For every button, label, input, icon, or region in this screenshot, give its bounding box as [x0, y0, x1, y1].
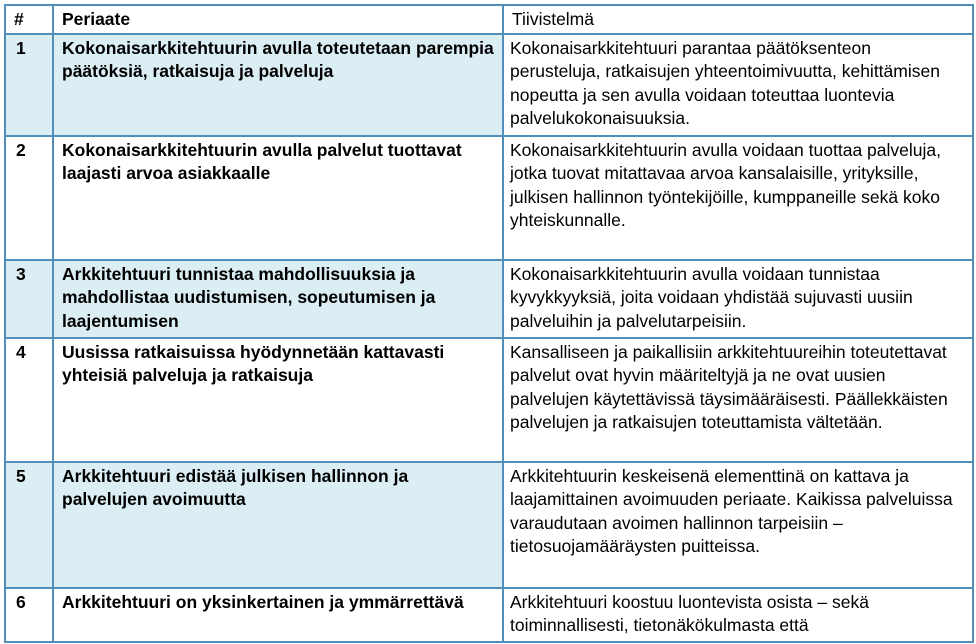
table-row	[5, 34, 973, 136]
row-principle: Uusissa ratkaisuissa hyödynnetään kattavasti yhteisiä palveluja ja ratkaisuja	[53, 338, 503, 462]
row-principle: Arkkitehtuuri tunnistaa mahdollisuuksia ja mahdollistaa uudistumisen, sopeutumisen ja laajentumisen	[53, 260, 503, 338]
table-row	[5, 462, 973, 588]
row-summary: Kansalliseen ja paikallisiin arkkitehtuureihin toteutettavat palvelut ovat hyvin määriteltyjä ja ne ovat uusien palvelujen käytettävissä täysimääräisesti. Päällekkäisten palvelujen ja ratkaisujen toteuttamista vältetään.	[503, 338, 973, 462]
row-number: 3	[5, 260, 53, 338]
row-number: 4	[5, 338, 53, 462]
row-principle: Kokonaisarkkitehtuurin avulla palvelut tuottavat laajasti arvoa asiakkaalle	[53, 136, 503, 260]
row-summary: Arkkitehtuuri koostuu luontevista osista – sekä toiminnallisesti, tietonäkökulmasta että	[503, 588, 973, 642]
row-principle: Arkkitehtuuri on yksinkertainen ja ymmärrettävä	[53, 588, 503, 642]
header-row	[5, 5, 973, 34]
row-number: 5	[5, 462, 53, 588]
row-summary: Arkkitehtuurin keskeisenä elementtinä on kattava ja laajamittainen avoimuuden periaate. Kaikissa palveluissa varaudutaan avoimen hallinnon tarpeisiin – tietosuojamääräysten puitteissa.	[503, 462, 973, 588]
table-row	[5, 136, 973, 260]
principles-table	[4, 4, 974, 643]
header-principle: Periaate	[53, 5, 503, 34]
header-number: #	[5, 5, 53, 34]
row-principle: Arkkitehtuuri edistää julkisen hallinnon ja palvelujen avoimuutta	[53, 462, 503, 588]
table-row	[5, 588, 973, 642]
row-number: 1	[5, 34, 53, 136]
row-summary: Kokonaisarkkitehtuuri parantaa päätöksenteon perusteluja, ratkaisujen yhteentoimivuutta, kehittämisen nopeutta ja sen avulla voidaan toteuttaa luontevia palvelukokonaisuuksia.	[503, 34, 973, 136]
header-summary: Tiivistelmä	[503, 5, 973, 34]
table-row	[5, 260, 973, 338]
table-body	[5, 34, 973, 642]
table-header	[5, 5, 973, 34]
row-summary: Kokonaisarkkitehtuurin avulla voidaan tunnistaa kyvykkyyksiä, joita voidaan yhdistää sujuvasti uusiin palveluihin ja palvelutarpeisiin.	[503, 260, 973, 338]
table-row	[5, 338, 973, 462]
row-principle: Kokonaisarkkitehtuurin avulla toteutetaan parempia päätöksiä, ratkaisuja ja palveluja	[53, 34, 503, 136]
row-summary: Kokonaisarkkitehtuurin avulla voidaan tuottaa palveluja, jotka tuovat mitattavaa arvoa kansalaisille, yrityksille, julkisen hallinnon työntekijöille, kumppaneille sekä koko yhteiskunnalle.	[503, 136, 973, 260]
row-number: 2	[5, 136, 53, 260]
row-number: 6	[5, 588, 53, 642]
